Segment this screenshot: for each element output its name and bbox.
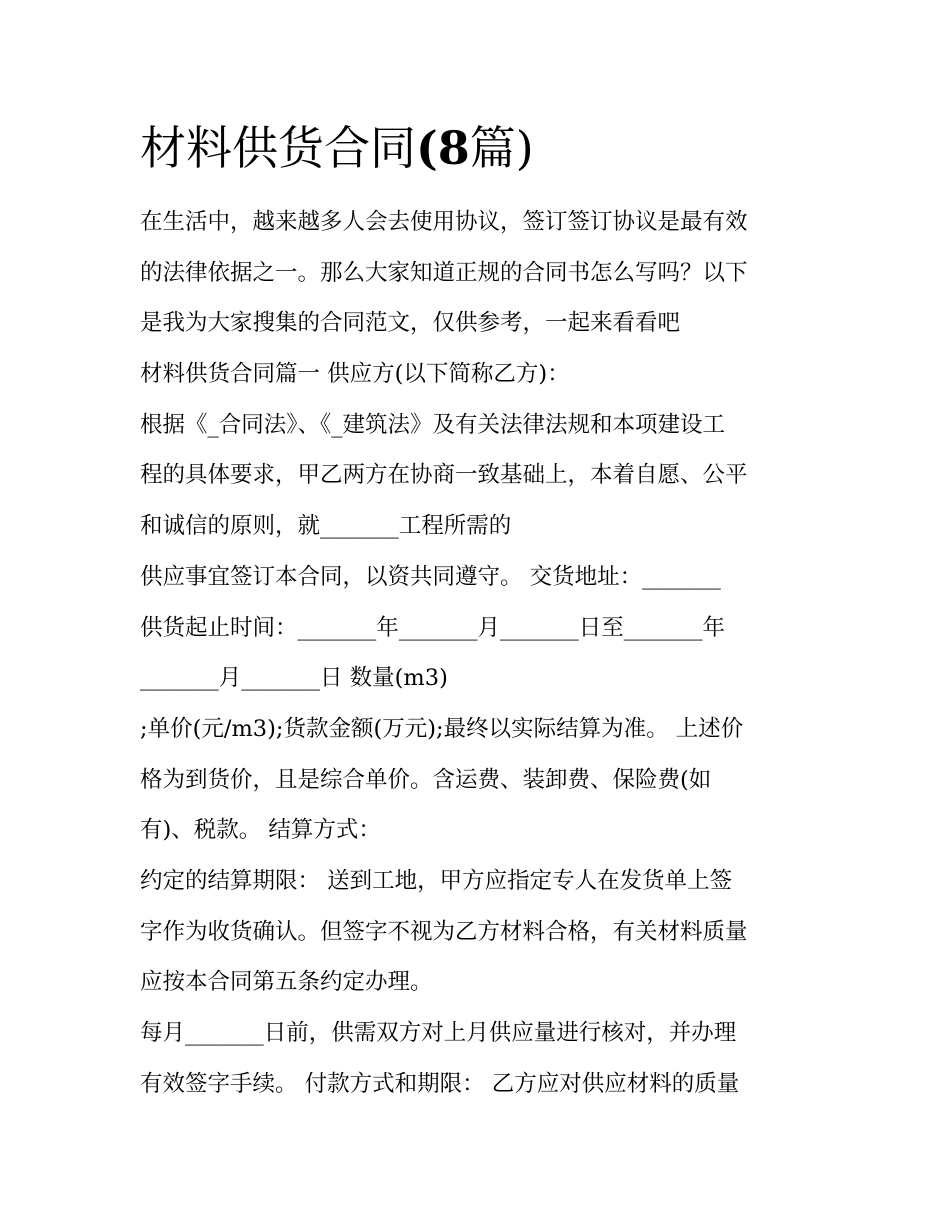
body-line: 每月_______日前，供需双方对上月供应量进行核对，并办理 [140,1020,737,1046]
document-title [140,118,534,178]
title-suffix: 篇) [469,121,534,175]
body-line: 和诚信的原则，就_______工程所需的 [140,513,512,540]
body-line: 供货起止时间：_______年_______月_______日至_______年 [140,614,726,641]
title-count: (8 [416,121,470,175]
body-line: 在生活中，越来越多人会去使用协议，签订签订协议是最有效 [140,209,748,235]
body-line: 应按本合同第五条约定办理。 [140,969,433,996]
body-line: 有效签字手续。 付款方式和期限： 乙方应对供应材料的质量 [140,1070,740,1097]
body-line: 有)、税款。 结算方式： [140,817,381,844]
body-line: _______月_______日 数量(m3) [140,665,448,692]
title-text: 材料供货合同 [140,121,416,175]
body-line: 字作为收货确认。但签字不视为乙方材料合格，有关材料质量 [140,918,748,945]
body-line: 供应事宜签订本合同，以资共同遵守。 交货地址：_______ [140,563,721,590]
section-heading-line: 材料供货合同篇一 供应方(以下简称乙方)： [140,361,570,388]
body-line: 根据《_合同法》、《_建筑法》及有关法律法规和本项建设工 [140,411,726,438]
document-body [140,197,820,1109]
body-line: ;单价(元/m3);货款金额(万元);最终以实际结算为准。 上述价 [140,715,744,742]
body-line: 是我为大家搜集的合同范文，仅供参考，一起来看看吧 [140,310,681,337]
body-line: 约定的结算期限： 送到工地，甲方应指定专人在发货单上签 [140,867,733,894]
body-line: 的法律依据之一。那么大家知道正规的合同书怎么写吗？以下 [140,259,748,286]
body-line: 格为到货价，且是综合单价。含运费、装卸费、保险费(如 [140,766,712,793]
body-line: 程的具体要求，甲乙两方在协商一致基础上，本着自愿、公平 [140,462,748,489]
